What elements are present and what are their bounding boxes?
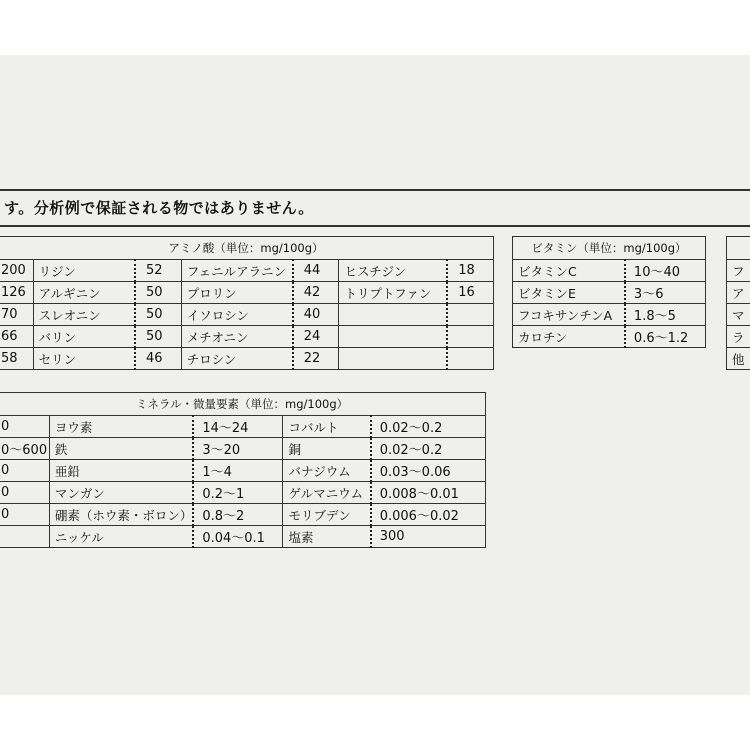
mineral-value: 0.006〜0.02 <box>371 504 486 526</box>
table-row <box>0 348 494 370</box>
vitamin-value: 3〜6 <box>625 282 706 304</box>
partial-name: ラ <box>727 326 750 348</box>
mineral-cut-value: 0 <box>0 482 49 504</box>
table-row <box>513 282 706 304</box>
vitamin-value: 0.6〜1.2 <box>625 326 706 348</box>
amino-table-caption: アミノ酸（単位：mg/100g） <box>0 237 494 260</box>
amino-value <box>447 326 493 348</box>
vitamin-name: フコキサンチンA <box>513 304 625 326</box>
table-row <box>0 304 494 326</box>
table-row <box>727 260 750 282</box>
table-row <box>513 304 706 326</box>
mineral-value: 0.04〜0.1 <box>193 526 283 548</box>
mineral-value: 0.8〜2 <box>193 504 283 526</box>
mineral-value: 0.008〜0.01 <box>371 482 486 504</box>
amino-value: 40 <box>293 304 339 326</box>
table-row <box>0 326 494 348</box>
mineral-value: 3〜20 <box>193 438 283 460</box>
table-row <box>0 260 494 282</box>
amino-cut-value: 200 <box>0 260 33 282</box>
partial-name: ア <box>727 282 750 304</box>
table-row <box>513 260 706 282</box>
mineral-cut-value: 0〜600 <box>0 438 49 460</box>
partial-table-caption <box>727 237 750 260</box>
amino-value: 46 <box>135 348 181 370</box>
mineral-name: バナジウム <box>283 460 371 482</box>
mineral-value: 0.02〜0.2 <box>371 438 486 460</box>
amino-value: 44 <box>293 260 339 282</box>
partial-name: マ <box>727 304 750 326</box>
amino-value: 22 <box>293 348 339 370</box>
mineral-name: モリブデン <box>283 504 371 526</box>
amino-value <box>447 348 493 370</box>
mineral-name: ゲルマニウム <box>283 482 371 504</box>
table-row <box>727 282 750 304</box>
vitamin-value: 1.8〜5 <box>625 304 706 326</box>
table-row <box>0 526 486 548</box>
mineral-name: 銅 <box>283 438 371 460</box>
vitamin-name: ビタミンC <box>513 260 625 282</box>
table-row <box>727 326 750 348</box>
vitamin-table-caption: ビタミン（単位：mg/100g） <box>513 237 706 260</box>
mineral-table-caption: ミネラル・微量要素（単位：mg/100g） <box>0 393 486 416</box>
amino-name: アルギニン <box>33 282 135 304</box>
amino-name <box>339 348 447 370</box>
amino-name: メチオニン <box>181 326 293 348</box>
amino-name: イソロシン <box>181 304 293 326</box>
mineral-value: 0.03〜0.06 <box>371 460 486 482</box>
amino-value: 42 <box>293 282 339 304</box>
table-row <box>727 348 750 370</box>
table-row <box>0 482 486 504</box>
amino-value: 50 <box>135 304 181 326</box>
mineral-value: 0.2〜1 <box>193 482 283 504</box>
amino-cut-value: 70 <box>0 304 33 326</box>
mineral-name: コバルト <box>283 416 371 438</box>
amino-value <box>447 304 493 326</box>
amino-value: 52 <box>135 260 181 282</box>
table-row <box>0 282 494 304</box>
partial-name: 他 <box>727 348 750 370</box>
table-row <box>0 504 486 526</box>
amino-name: ヒスチジン <box>339 260 447 282</box>
mineral-cut-value: 0 <box>0 504 49 526</box>
mineral-cut-value <box>0 526 49 548</box>
partial-name: フ <box>727 260 750 282</box>
vitamin-table <box>512 236 706 348</box>
mineral-name: 鉄 <box>49 438 193 460</box>
table-row <box>0 438 486 460</box>
amino-name <box>339 326 447 348</box>
table-row <box>0 460 486 482</box>
amino-cut-value: 58 <box>0 348 33 370</box>
mineral-name: 亜鉛 <box>49 460 193 482</box>
amino-name: リジン <box>33 260 135 282</box>
amino-name: フェニルアラニン <box>181 260 293 282</box>
amino-value: 18 <box>447 260 493 282</box>
table-row <box>513 326 706 348</box>
mineral-name: 塩素 <box>283 526 371 548</box>
table-row <box>0 416 486 438</box>
partial-table <box>726 236 750 370</box>
vitamin-name: カロチン <box>513 326 625 348</box>
amino-name: バリン <box>33 326 135 348</box>
amino-cut-value: 66 <box>0 326 33 348</box>
mineral-name: マンガン <box>49 482 193 504</box>
vitamin-value: 10〜40 <box>625 260 706 282</box>
mineral-name: 硼素（ホウ素・ボロン） <box>49 504 193 526</box>
amino-name: プロリン <box>181 282 293 304</box>
amino-name <box>339 304 447 326</box>
mineral-name: ヨウ素 <box>49 416 193 438</box>
amino-value: 50 <box>135 326 181 348</box>
table-row <box>727 304 750 326</box>
amino-name: トリプトファン <box>339 282 447 304</box>
amino-value: 16 <box>447 282 493 304</box>
vitamin-name: ビタミンE <box>513 282 625 304</box>
amino-value: 50 <box>135 282 181 304</box>
amino-acid-table <box>0 236 494 370</box>
mineral-value: 300 <box>371 526 486 548</box>
mineral-cut-value: 0 <box>0 460 49 482</box>
paper-sheet <box>0 55 750 695</box>
mineral-value: 14〜24 <box>193 416 283 438</box>
notice-text: す。分析例で保証される物ではありません。 <box>4 199 314 217</box>
amino-name: スレオニン <box>33 304 135 326</box>
amino-name: チロシン <box>181 348 293 370</box>
amino-value: 24 <box>293 326 339 348</box>
mineral-value: 0.02〜0.2 <box>371 416 486 438</box>
mineral-table <box>0 392 486 548</box>
amino-name: セリン <box>33 348 135 370</box>
amino-cut-value: 126 <box>0 282 33 304</box>
mineral-cut-value: 0 <box>0 416 49 438</box>
mineral-name: ニッケル <box>49 526 193 548</box>
mineral-value: 1〜4 <box>193 460 283 482</box>
